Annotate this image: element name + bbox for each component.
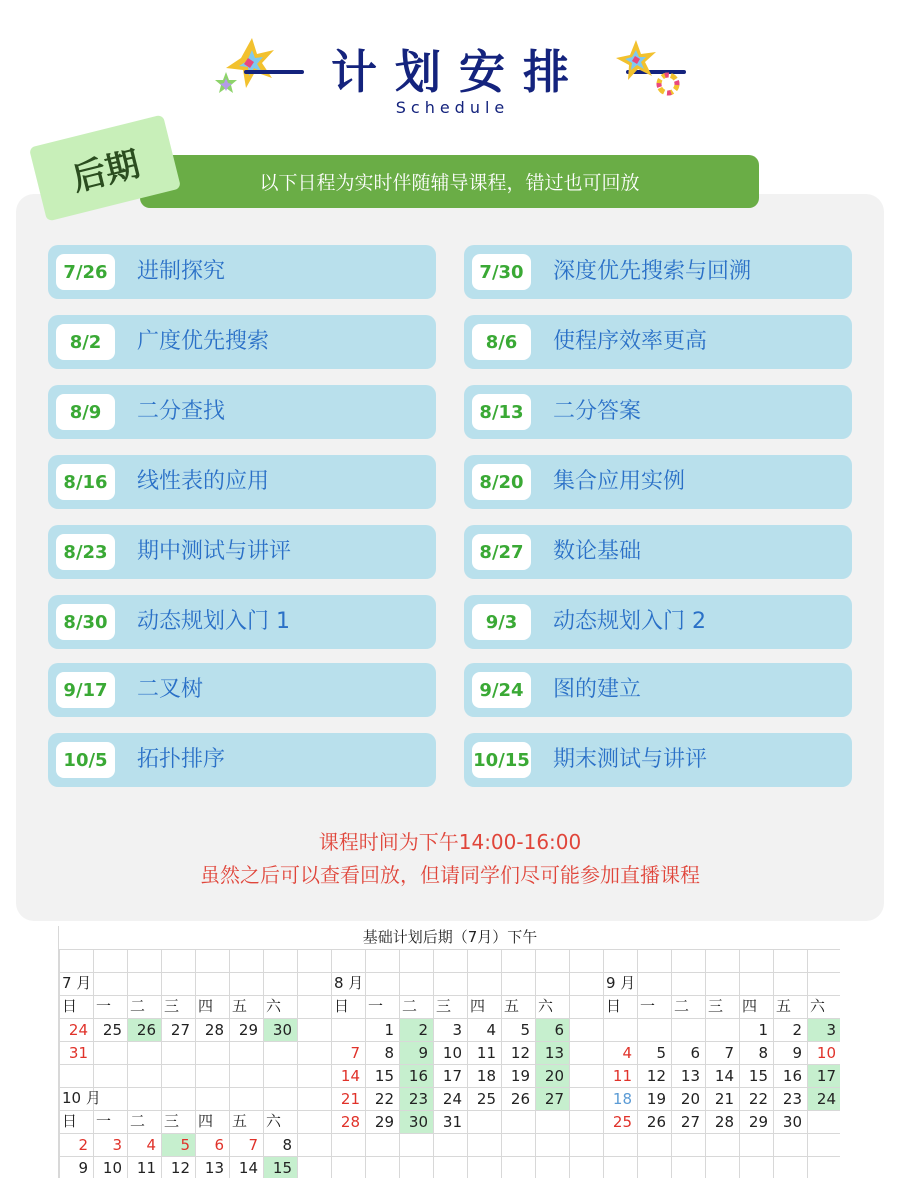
day-cell: 29 bbox=[238, 1021, 258, 1039]
day-cell: 14 bbox=[238, 1159, 258, 1177]
weekday-label: 二 bbox=[402, 997, 418, 1015]
weekday-label: 四 bbox=[470, 997, 486, 1015]
course-card bbox=[464, 315, 852, 369]
class-day-cell: 9 bbox=[400, 1042, 433, 1064]
day-cell: 13 bbox=[204, 1159, 224, 1177]
day-cell: 7 bbox=[724, 1044, 734, 1062]
course-date: 8/16 bbox=[56, 464, 115, 500]
class-day-cell: 5 bbox=[162, 1134, 195, 1156]
day-cell: 1 bbox=[384, 1021, 394, 1039]
weekday-label: 五 bbox=[776, 997, 792, 1015]
day-cell: 9 bbox=[792, 1044, 802, 1062]
course-card bbox=[464, 595, 852, 649]
day-cell: 24 bbox=[442, 1090, 462, 1108]
day-cell: 8 bbox=[282, 1136, 292, 1154]
day-cell: 10 bbox=[442, 1044, 462, 1062]
course-card bbox=[464, 455, 852, 509]
day-cell: 10 bbox=[102, 1159, 122, 1177]
calendar-sheet bbox=[58, 926, 840, 1178]
day-cell: 7 bbox=[350, 1044, 360, 1062]
course-topic: 动态规划入门 2 bbox=[553, 609, 706, 634]
day-cell: 6 bbox=[214, 1136, 224, 1154]
course-topic: 使程序效率更高 bbox=[553, 329, 708, 354]
day-cell: 11 bbox=[476, 1044, 496, 1062]
day-cell: 16 bbox=[782, 1067, 802, 1085]
day-cell: 11 bbox=[136, 1159, 156, 1177]
course-date: 10/15 bbox=[472, 742, 531, 778]
day-cell: 15 bbox=[748, 1067, 768, 1085]
day-cell: 11 bbox=[612, 1067, 632, 1085]
class-day-cell: 20 bbox=[536, 1065, 569, 1087]
weekday-label: 一 bbox=[96, 1112, 112, 1130]
sparkle-stars-right-icon bbox=[616, 38, 686, 100]
class-day-cell: 15 bbox=[264, 1157, 297, 1178]
course-card bbox=[48, 595, 436, 649]
course-date: 8/6 bbox=[472, 324, 531, 360]
day-cell: 19 bbox=[646, 1090, 666, 1108]
banner: 以下日程为实时伴随辅导课程，错过也可回放 bbox=[140, 155, 759, 208]
weekday-label: 二 bbox=[130, 997, 146, 1015]
class-time-note: 课程时间为下午14:00-16:00 bbox=[318, 830, 582, 854]
page-subtitle: Schedule bbox=[395, 98, 510, 117]
course-card bbox=[48, 245, 436, 299]
month-label: 9 月 bbox=[606, 974, 636, 992]
day-cell: 21 bbox=[714, 1090, 734, 1108]
course-card bbox=[464, 733, 852, 787]
course-card bbox=[48, 663, 436, 717]
day-cell: 2 bbox=[792, 1021, 802, 1039]
weekday-label: 四 bbox=[198, 1112, 214, 1130]
day-cell: 12 bbox=[646, 1067, 666, 1085]
course-card bbox=[48, 455, 436, 509]
day-cell: 22 bbox=[748, 1090, 768, 1108]
course-date: 7/30 bbox=[472, 254, 531, 290]
weekday-label: 六 bbox=[266, 997, 282, 1015]
day-cell: 10 bbox=[816, 1044, 836, 1062]
course-card bbox=[464, 385, 852, 439]
day-cell: 9 bbox=[78, 1159, 88, 1177]
weekday-label: 二 bbox=[674, 997, 690, 1015]
class-day-cell: 6 bbox=[536, 1019, 569, 1041]
grid-line bbox=[297, 926, 298, 1178]
day-cell: 18 bbox=[476, 1067, 496, 1085]
weekday-label: 四 bbox=[198, 997, 214, 1015]
class-day-cell: 26 bbox=[128, 1019, 161, 1041]
day-cell: 24 bbox=[68, 1021, 88, 1039]
course-date: 9/3 bbox=[472, 604, 531, 640]
day-cell: 4 bbox=[146, 1136, 156, 1154]
day-cell: 5 bbox=[656, 1044, 666, 1062]
course-topic: 动态规划入门 1 bbox=[137, 609, 290, 634]
class-day-cell: 16 bbox=[400, 1065, 433, 1087]
course-date: 9/24 bbox=[472, 672, 531, 708]
class-day-cell: 3 bbox=[808, 1019, 840, 1041]
day-cell: 29 bbox=[374, 1113, 394, 1131]
weekday-label: 六 bbox=[266, 1112, 282, 1130]
day-cell: 22 bbox=[374, 1090, 394, 1108]
day-cell: 4 bbox=[486, 1021, 496, 1039]
course-topic: 二分答案 bbox=[553, 399, 642, 424]
day-cell: 29 bbox=[748, 1113, 768, 1131]
header bbox=[0, 0, 900, 130]
day-cell: 14 bbox=[714, 1067, 734, 1085]
day-cell: 14 bbox=[340, 1067, 360, 1085]
course-topic: 深度优先搜索与回溯 bbox=[553, 259, 752, 284]
weekday-label: 六 bbox=[810, 997, 826, 1015]
course-topic: 拓扑排序 bbox=[137, 747, 226, 772]
day-cell: 6 bbox=[690, 1044, 700, 1062]
month-label: 10 月 bbox=[62, 1089, 101, 1107]
weekday-label: 日 bbox=[62, 1112, 78, 1130]
weekday-label: 一 bbox=[96, 997, 112, 1015]
course-card bbox=[464, 525, 852, 579]
calendar-title: 基础计划后期（7月）下午 bbox=[59, 926, 840, 949]
day-cell: 12 bbox=[170, 1159, 190, 1177]
course-date: 8/30 bbox=[56, 604, 115, 640]
weekday-label: 五 bbox=[232, 1112, 248, 1130]
page-title: 计划安排 bbox=[331, 45, 587, 99]
course-card bbox=[48, 385, 436, 439]
grid-line bbox=[59, 949, 840, 950]
day-cell: 31 bbox=[68, 1044, 88, 1062]
day-cell: 23 bbox=[782, 1090, 802, 1108]
day-cell: 25 bbox=[612, 1113, 632, 1131]
day-cell: 28 bbox=[340, 1113, 360, 1131]
class-day-cell: 30 bbox=[400, 1111, 433, 1133]
weekday-label: 六 bbox=[538, 997, 554, 1015]
course-date: 8/20 bbox=[472, 464, 531, 500]
weekday-label: 一 bbox=[368, 997, 384, 1015]
weekday-label: 三 bbox=[436, 997, 452, 1015]
day-cell: 31 bbox=[442, 1113, 462, 1131]
course-card bbox=[464, 245, 852, 299]
class-day-cell: 24 bbox=[808, 1088, 840, 1110]
course-topic: 期末测试与讲评 bbox=[553, 747, 708, 772]
course-date: 8/13 bbox=[472, 394, 531, 430]
course-topic: 广度优先搜索 bbox=[137, 329, 270, 354]
day-cell: 28 bbox=[714, 1113, 734, 1131]
day-cell: 25 bbox=[102, 1021, 122, 1039]
day-cell: 3 bbox=[452, 1021, 462, 1039]
course-topic: 线性表的应用 bbox=[137, 469, 270, 494]
day-cell: 26 bbox=[646, 1113, 666, 1131]
weekday-label: 四 bbox=[742, 997, 758, 1015]
course-date: 8/2 bbox=[56, 324, 115, 360]
course-date: 10/5 bbox=[56, 742, 115, 778]
day-cell: 2 bbox=[78, 1136, 88, 1154]
day-cell: 18 bbox=[612, 1090, 632, 1108]
day-cell: 7 bbox=[248, 1136, 258, 1154]
course-date: 8/9 bbox=[56, 394, 115, 430]
course-date: 8/23 bbox=[56, 534, 115, 570]
class-day-cell: 23 bbox=[400, 1088, 433, 1110]
course-topic: 图的建立 bbox=[553, 677, 642, 702]
class-day-cell: 17 bbox=[808, 1065, 840, 1087]
weekday-label: 三 bbox=[708, 997, 724, 1015]
weekday-label: 日 bbox=[606, 997, 622, 1015]
course-topic: 二分查找 bbox=[137, 399, 226, 424]
weekday-label: 一 bbox=[640, 997, 656, 1015]
weekday-label: 三 bbox=[164, 997, 180, 1015]
class-day-cell: 30 bbox=[264, 1019, 297, 1041]
day-cell: 5 bbox=[520, 1021, 530, 1039]
grid-line bbox=[569, 926, 570, 1178]
course-card bbox=[48, 733, 436, 787]
replay-advice-note: 虽然之后可以查看回放，但请同学们尽可能参加直播课程 bbox=[200, 863, 700, 887]
month-label: 8 月 bbox=[334, 974, 364, 992]
month-label: 7 月 bbox=[62, 974, 92, 992]
class-day-cell: 13 bbox=[536, 1042, 569, 1064]
day-cell: 17 bbox=[442, 1067, 462, 1085]
day-cell: 15 bbox=[374, 1067, 394, 1085]
day-cell: 25 bbox=[476, 1090, 496, 1108]
weekday-label: 三 bbox=[164, 1112, 180, 1130]
course-card bbox=[464, 663, 852, 717]
weekday-label: 五 bbox=[504, 997, 520, 1015]
course-card bbox=[48, 315, 436, 369]
day-cell: 27 bbox=[680, 1113, 700, 1131]
day-cell: 3 bbox=[112, 1136, 122, 1154]
weekday-label: 五 bbox=[232, 997, 248, 1015]
day-cell: 20 bbox=[680, 1090, 700, 1108]
weekday-label: 日 bbox=[62, 997, 78, 1015]
course-date: 7/26 bbox=[56, 254, 115, 290]
day-cell: 4 bbox=[622, 1044, 632, 1062]
course-card bbox=[48, 525, 436, 579]
course-topic: 进制探究 bbox=[137, 259, 226, 284]
day-cell: 21 bbox=[340, 1090, 360, 1108]
course-topic: 集合应用实例 bbox=[553, 469, 686, 494]
day-cell: 1 bbox=[758, 1021, 768, 1039]
day-cell: 12 bbox=[510, 1044, 530, 1062]
class-day-cell: 2 bbox=[400, 1019, 433, 1041]
day-cell: 8 bbox=[758, 1044, 768, 1062]
course-topic: 二叉树 bbox=[137, 677, 204, 702]
phase-tag-label: 后期 bbox=[68, 143, 144, 200]
course-topic: 期中测试与讲评 bbox=[137, 539, 292, 564]
day-cell: 27 bbox=[170, 1021, 190, 1039]
course-topic: 数论基础 bbox=[553, 539, 642, 564]
class-day-cell: 27 bbox=[536, 1088, 569, 1110]
day-cell: 28 bbox=[204, 1021, 224, 1039]
day-cell: 26 bbox=[510, 1090, 530, 1108]
day-cell: 19 bbox=[510, 1067, 530, 1085]
day-cell: 8 bbox=[384, 1044, 394, 1062]
day-cell: 13 bbox=[680, 1067, 700, 1085]
day-cell: 30 bbox=[782, 1113, 802, 1131]
weekday-label: 二 bbox=[130, 1112, 146, 1130]
weekday-label: 日 bbox=[334, 997, 350, 1015]
course-date: 8/27 bbox=[472, 534, 531, 570]
grid-line bbox=[59, 972, 840, 973]
course-date: 9/17 bbox=[56, 672, 115, 708]
